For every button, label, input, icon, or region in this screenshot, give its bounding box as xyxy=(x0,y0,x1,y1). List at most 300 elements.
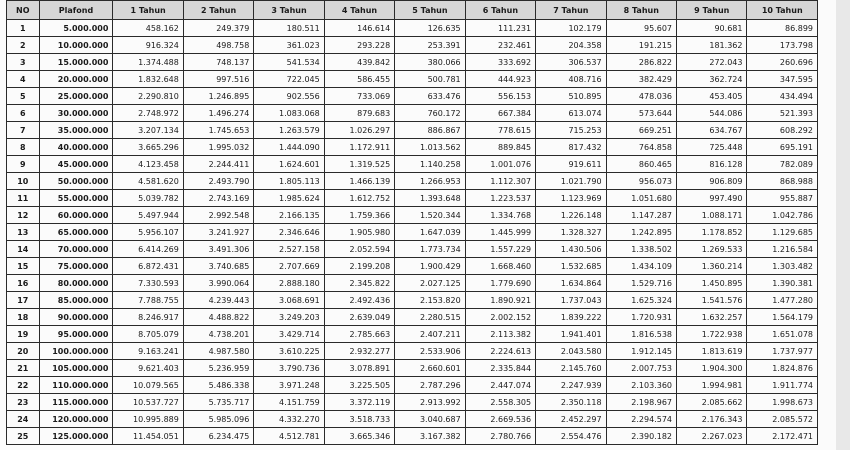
installment-cell: 10.079.565 xyxy=(113,377,183,394)
header-1-tahun: 1 Tahun xyxy=(113,1,183,20)
installment-cell: 347.595 xyxy=(747,71,818,88)
installment-cell: 2.052.594 xyxy=(324,241,394,258)
plafond-cell: 105.000.000 xyxy=(39,360,113,377)
installment-cell: 2.639.049 xyxy=(324,309,394,326)
table-row xyxy=(7,360,818,377)
installment-cell: 1.334.768 xyxy=(465,207,535,224)
installment-cell: 521.393 xyxy=(747,105,818,122)
installment-cell: 2.785.663 xyxy=(324,326,394,343)
installment-cell: 3.990.064 xyxy=(183,275,253,292)
installment-cell: 253.391 xyxy=(395,37,465,54)
plafond-cell: 10.000.000 xyxy=(39,37,113,54)
installment-cell: 1.720.931 xyxy=(606,309,676,326)
table-row xyxy=(7,411,818,428)
installment-cell: 1.779.690 xyxy=(465,275,535,292)
installment-cell: 1.612.752 xyxy=(324,190,394,207)
installment-cell: 1.904.300 xyxy=(677,360,747,377)
header-plafond: Plafond xyxy=(39,1,113,20)
row-number-cell: 1 xyxy=(7,20,40,37)
installment-cell: 1.532.685 xyxy=(536,258,606,275)
installment-cell: 1.026.297 xyxy=(324,122,394,139)
table-row xyxy=(7,20,818,37)
plafond-cell: 110.000.000 xyxy=(39,377,113,394)
plafond-cell: 15.000.000 xyxy=(39,54,113,71)
installment-cell: 2.527.158 xyxy=(254,241,324,258)
installment-cell: 1.832.648 xyxy=(113,71,183,88)
installment-cell: 293.228 xyxy=(324,37,394,54)
installment-cell: 1.051.680 xyxy=(606,190,676,207)
installment-cell: 3.249.203 xyxy=(254,309,324,326)
plafond-cell: 75.000.000 xyxy=(39,258,113,275)
installment-cell: 95.607 xyxy=(606,20,676,37)
plafond-cell: 70.000.000 xyxy=(39,241,113,258)
installment-cell: 4.488.822 xyxy=(183,309,253,326)
plafond-cell: 45.000.000 xyxy=(39,156,113,173)
installment-cell: 2.554.476 xyxy=(536,428,606,445)
installment-cell: 956.073 xyxy=(606,173,676,190)
installment-cell: 1.912.145 xyxy=(606,343,676,360)
table-row xyxy=(7,326,818,343)
row-number-cell: 21 xyxy=(7,360,40,377)
installment-cell: 1.773.734 xyxy=(395,241,465,258)
installment-cell: 1.269.533 xyxy=(677,241,747,258)
installment-cell: 2.224.613 xyxy=(465,343,535,360)
row-number-cell: 9 xyxy=(7,156,40,173)
row-number-cell: 11 xyxy=(7,190,40,207)
installment-cell: 997.490 xyxy=(677,190,747,207)
plafond-cell: 35.000.000 xyxy=(39,122,113,139)
installment-cell: 458.162 xyxy=(113,20,183,37)
installment-cell: 3.241.927 xyxy=(183,224,253,241)
row-number-cell: 19 xyxy=(7,326,40,343)
installment-cell: 1.759.366 xyxy=(324,207,394,224)
plafond-cell: 125.000.000 xyxy=(39,428,113,445)
installment-cell: 816.128 xyxy=(677,156,747,173)
installment-cell: 5.956.107 xyxy=(113,224,183,241)
installment-cell: 1.444.090 xyxy=(254,139,324,156)
installment-cell: 111.231 xyxy=(465,20,535,37)
installment-cell: 817.432 xyxy=(536,139,606,156)
installment-cell: 1.434.109 xyxy=(606,258,676,275)
installment-cell: 2.669.536 xyxy=(465,411,535,428)
installment-cell: 260.696 xyxy=(747,54,818,71)
installment-cell: 10.995.889 xyxy=(113,411,183,428)
installment-cell: 102.179 xyxy=(536,20,606,37)
installment-cell: 860.465 xyxy=(606,156,676,173)
installment-cell: 191.215 xyxy=(606,37,676,54)
table-row xyxy=(7,156,818,173)
installment-cell: 1.263.579 xyxy=(254,122,324,139)
row-number-cell: 2 xyxy=(7,37,40,54)
page-margin xyxy=(836,0,850,450)
header-6-tahun: 6 Tahun xyxy=(465,1,535,20)
installment-cell: 272.043 xyxy=(677,54,747,71)
installment-cell: 1.632.257 xyxy=(677,309,747,326)
installment-cell: 4.581.620 xyxy=(113,173,183,190)
installment-cell: 1.360.214 xyxy=(677,258,747,275)
installment-cell: 434.494 xyxy=(747,88,818,105)
installment-cell: 204.358 xyxy=(536,37,606,54)
installment-cell: 634.767 xyxy=(677,122,747,139)
plafond-cell: 20.000.000 xyxy=(39,71,113,88)
installment-cell: 1.147.287 xyxy=(606,207,676,224)
installment-cell: 1.178.852 xyxy=(677,224,747,241)
installment-cell: 733.069 xyxy=(324,88,394,105)
installment-cell: 1.668.460 xyxy=(465,258,535,275)
installment-cell: 3.790.736 xyxy=(254,360,324,377)
installment-cell: 1.140.258 xyxy=(395,156,465,173)
installment-cell: 2.390.182 xyxy=(606,428,676,445)
installment-cell: 1.001.076 xyxy=(465,156,535,173)
installment-cell: 498.758 xyxy=(183,37,253,54)
installment-cell: 2.027.125 xyxy=(395,275,465,292)
installment-cell: 1.994.981 xyxy=(677,377,747,394)
installment-cell: 919.611 xyxy=(536,156,606,173)
installment-cell: 180.511 xyxy=(254,20,324,37)
installment-cell: 2.492.436 xyxy=(324,292,394,309)
installment-cell: 90.681 xyxy=(677,20,747,37)
installment-cell: 1.477.280 xyxy=(747,292,818,309)
plafond-cell: 65.000.000 xyxy=(39,224,113,241)
installment-cell: 764.858 xyxy=(606,139,676,156)
plafond-cell: 50.000.000 xyxy=(39,173,113,190)
installment-cell: 3.068.691 xyxy=(254,292,324,309)
installment-cell: 306.537 xyxy=(536,54,606,71)
installment-cell: 9.163.241 xyxy=(113,343,183,360)
installment-cell: 362.724 xyxy=(677,71,747,88)
header-9-tahun: 9 Tahun xyxy=(677,1,747,20)
plafond-cell: 40.000.000 xyxy=(39,139,113,156)
header-10-tahun: 10 Tahun xyxy=(747,1,818,20)
installment-cell: 6.234.475 xyxy=(183,428,253,445)
table-row xyxy=(7,309,818,326)
installment-cell: 3.740.685 xyxy=(183,258,253,275)
installment-cell: 7.788.755 xyxy=(113,292,183,309)
installment-cell: 586.455 xyxy=(324,71,394,88)
installment-cell: 1.172.911 xyxy=(324,139,394,156)
table-row xyxy=(7,71,818,88)
installment-cell: 3.491.306 xyxy=(183,241,253,258)
installment-cell: 4.512.781 xyxy=(254,428,324,445)
installment-cell: 1.998.673 xyxy=(747,394,818,411)
installment-cell: 1.745.653 xyxy=(183,122,253,139)
row-number-cell: 23 xyxy=(7,394,40,411)
row-number-cell: 12 xyxy=(7,207,40,224)
installment-cell: 2.780.766 xyxy=(465,428,535,445)
installment-cell: 2.558.305 xyxy=(465,394,535,411)
plafond-cell: 30.000.000 xyxy=(39,105,113,122)
installment-cell: 906.809 xyxy=(677,173,747,190)
installment-cell: 2.350.118 xyxy=(536,394,606,411)
plafond-cell: 25.000.000 xyxy=(39,88,113,105)
installment-cell: 2.888.180 xyxy=(254,275,324,292)
installment-cell: 715.253 xyxy=(536,122,606,139)
installment-cell: 2.493.790 xyxy=(183,173,253,190)
row-number-cell: 17 xyxy=(7,292,40,309)
installment-cell: 1.722.938 xyxy=(677,326,747,343)
installment-cell: 748.137 xyxy=(183,54,253,71)
installment-cell: 2.153.820 xyxy=(395,292,465,309)
installment-cell: 695.191 xyxy=(747,139,818,156)
installment-cell: 633.476 xyxy=(395,88,465,105)
row-number-cell: 10 xyxy=(7,173,40,190)
installment-cell: 879.683 xyxy=(324,105,394,122)
installment-cell: 1.266.953 xyxy=(395,173,465,190)
row-number-cell: 20 xyxy=(7,343,40,360)
installment-cell: 1.911.774 xyxy=(747,377,818,394)
installment-cell: 2.244.411 xyxy=(183,156,253,173)
installment-cell: 5.486.338 xyxy=(183,377,253,394)
installment-cell: 3.040.687 xyxy=(395,411,465,428)
installment-cell: 760.172 xyxy=(395,105,465,122)
installment-cell: 2.199.208 xyxy=(324,258,394,275)
installment-cell: 2.913.992 xyxy=(395,394,465,411)
installment-cell: 1.129.685 xyxy=(747,224,818,241)
installment-cell: 4.239.443 xyxy=(183,292,253,309)
installment-cell: 232.461 xyxy=(465,37,535,54)
installment-cell: 5.039.782 xyxy=(113,190,183,207)
installment-cell: 997.516 xyxy=(183,71,253,88)
installment-cell: 613.074 xyxy=(536,105,606,122)
installment-cell: 2.247.939 xyxy=(536,377,606,394)
plafond-cell: 120.000.000 xyxy=(39,411,113,428)
installment-cell: 2.335.844 xyxy=(465,360,535,377)
installment-cell: 1.021.790 xyxy=(536,173,606,190)
installment-cell: 6.872.431 xyxy=(113,258,183,275)
table-row xyxy=(7,139,818,156)
installment-cell: 2.407.211 xyxy=(395,326,465,343)
installment-cell: 1.985.624 xyxy=(254,190,324,207)
installment-cell: 916.324 xyxy=(113,37,183,54)
installment-cell: 1.737.977 xyxy=(747,343,818,360)
table-row xyxy=(7,190,818,207)
table-row xyxy=(7,275,818,292)
installment-cell: 146.614 xyxy=(324,20,394,37)
installment-cell: 1.112.307 xyxy=(465,173,535,190)
installment-cell: 2.172.471 xyxy=(747,428,818,445)
installment-cell: 608.292 xyxy=(747,122,818,139)
installment-cell: 1.824.876 xyxy=(747,360,818,377)
installment-cell: 3.429.714 xyxy=(254,326,324,343)
installment-cell: 8.246.917 xyxy=(113,309,183,326)
installment-cell: 3.971.248 xyxy=(254,377,324,394)
installment-cell: 2.294.574 xyxy=(606,411,676,428)
installment-cell: 3.518.733 xyxy=(324,411,394,428)
installment-cell: 86.899 xyxy=(747,20,818,37)
row-number-cell: 6 xyxy=(7,105,40,122)
table-row xyxy=(7,122,818,139)
installment-cell: 1.813.619 xyxy=(677,343,747,360)
installment-cell: 126.635 xyxy=(395,20,465,37)
installment-cell: 6.414.269 xyxy=(113,241,183,258)
installment-cell: 286.822 xyxy=(606,54,676,71)
installment-cell: 3.078.891 xyxy=(324,360,394,377)
installment-cell: 7.330.593 xyxy=(113,275,183,292)
table-row xyxy=(7,292,818,309)
installment-cell: 1.393.648 xyxy=(395,190,465,207)
row-number-cell: 13 xyxy=(7,224,40,241)
installment-cell: 439.842 xyxy=(324,54,394,71)
installment-cell: 478.036 xyxy=(606,88,676,105)
plafond-cell: 55.000.000 xyxy=(39,190,113,207)
installment-cell: 2.103.360 xyxy=(606,377,676,394)
installment-cell: 1.303.482 xyxy=(747,258,818,275)
installment-cell: 2.085.572 xyxy=(747,411,818,428)
installment-cell: 1.541.576 xyxy=(677,292,747,309)
installment-cell: 408.716 xyxy=(536,71,606,88)
installment-cell: 2.145.760 xyxy=(536,360,606,377)
installment-cell: 4.151.759 xyxy=(254,394,324,411)
installment-cell: 380.066 xyxy=(395,54,465,71)
plafond-cell: 85.000.000 xyxy=(39,292,113,309)
installment-cell: 1.941.401 xyxy=(536,326,606,343)
installment-cell: 4.738.201 xyxy=(183,326,253,343)
installment-cell: 1.634.864 xyxy=(536,275,606,292)
installment-cell: 3.610.225 xyxy=(254,343,324,360)
table-row xyxy=(7,343,818,360)
installment-cell: 2.176.343 xyxy=(677,411,747,428)
header-3-tahun: 3 Tahun xyxy=(254,1,324,20)
installment-cell: 1.900.429 xyxy=(395,258,465,275)
installment-cell: 2.992.548 xyxy=(183,207,253,224)
row-number-cell: 8 xyxy=(7,139,40,156)
installment-cell: 3.665.346 xyxy=(324,428,394,445)
installment-cell: 902.556 xyxy=(254,88,324,105)
table-row xyxy=(7,428,818,445)
installment-cell: 5.497.944 xyxy=(113,207,183,224)
installment-cell: 4.987.580 xyxy=(183,343,253,360)
installment-cell: 1.890.921 xyxy=(465,292,535,309)
row-number-cell: 22 xyxy=(7,377,40,394)
installment-cell: 2.447.074 xyxy=(465,377,535,394)
installment-cell: 5.985.096 xyxy=(183,411,253,428)
plafond-cell: 115.000.000 xyxy=(39,394,113,411)
installment-cell: 1.374.488 xyxy=(113,54,183,71)
installment-cell: 1.328.327 xyxy=(536,224,606,241)
installment-cell: 1.083.068 xyxy=(254,105,324,122)
table-row xyxy=(7,207,818,224)
loan-installment-table xyxy=(6,0,818,445)
installment-cell: 1.223.537 xyxy=(465,190,535,207)
installment-cell: 2.280.515 xyxy=(395,309,465,326)
installment-cell: 2.043.580 xyxy=(536,343,606,360)
plafond-cell: 95.000.000 xyxy=(39,326,113,343)
installment-cell: 10.537.727 xyxy=(113,394,183,411)
installment-cell: 3.167.382 xyxy=(395,428,465,445)
installment-cell: 453.405 xyxy=(677,88,747,105)
installment-cell: 2.002.152 xyxy=(465,309,535,326)
row-number-cell: 4 xyxy=(7,71,40,88)
installment-cell: 1.839.222 xyxy=(536,309,606,326)
installment-cell: 669.251 xyxy=(606,122,676,139)
installment-cell: 889.845 xyxy=(465,139,535,156)
row-number-cell: 18 xyxy=(7,309,40,326)
installment-cell: 1.905.980 xyxy=(324,224,394,241)
installment-cell: 2.707.669 xyxy=(254,258,324,275)
installment-cell: 8.705.079 xyxy=(113,326,183,343)
table-row xyxy=(7,394,818,411)
installment-cell: 5.735.717 xyxy=(183,394,253,411)
installment-cell: 3.225.505 xyxy=(324,377,394,394)
installment-cell: 9.621.403 xyxy=(113,360,183,377)
installment-cell: 1.013.562 xyxy=(395,139,465,156)
installment-cell: 181.362 xyxy=(677,37,747,54)
installment-cell: 725.448 xyxy=(677,139,747,156)
installment-cell: 5.236.959 xyxy=(183,360,253,377)
table-header-row xyxy=(7,1,818,20)
installment-cell: 1.216.584 xyxy=(747,241,818,258)
installment-cell: 886.867 xyxy=(395,122,465,139)
installment-cell: 541.534 xyxy=(254,54,324,71)
installment-cell: 667.384 xyxy=(465,105,535,122)
table-row xyxy=(7,224,818,241)
row-number-cell: 7 xyxy=(7,122,40,139)
installment-cell: 544.086 xyxy=(677,105,747,122)
installment-cell: 3.665.296 xyxy=(113,139,183,156)
installment-cell: 2.345.822 xyxy=(324,275,394,292)
row-number-cell: 5 xyxy=(7,88,40,105)
installment-cell: 2.787.296 xyxy=(395,377,465,394)
installment-cell: 1.445.999 xyxy=(465,224,535,241)
installment-cell: 510.895 xyxy=(536,88,606,105)
installment-cell: 11.454.051 xyxy=(113,428,183,445)
installment-cell: 361.023 xyxy=(254,37,324,54)
installment-cell: 1.123.969 xyxy=(536,190,606,207)
plafond-cell: 100.000.000 xyxy=(39,343,113,360)
installment-cell: 2.533.906 xyxy=(395,343,465,360)
installment-cell: 868.988 xyxy=(747,173,818,190)
table-row xyxy=(7,37,818,54)
table-row xyxy=(7,88,818,105)
installment-cell: 782.089 xyxy=(747,156,818,173)
row-number-cell: 16 xyxy=(7,275,40,292)
installment-cell: 1.338.502 xyxy=(606,241,676,258)
table-row xyxy=(7,173,818,190)
installment-cell: 1.466.139 xyxy=(324,173,394,190)
row-number-cell: 25 xyxy=(7,428,40,445)
header-no: NO xyxy=(7,1,40,20)
table-row xyxy=(7,241,818,258)
installment-cell: 1.995.032 xyxy=(183,139,253,156)
installment-cell: 2.007.753 xyxy=(606,360,676,377)
installment-cell: 1.625.324 xyxy=(606,292,676,309)
installment-cell: 500.781 xyxy=(395,71,465,88)
table-row xyxy=(7,377,818,394)
installment-cell: 444.923 xyxy=(465,71,535,88)
installment-cell: 1.496.274 xyxy=(183,105,253,122)
installment-cell: 173.798 xyxy=(747,37,818,54)
installment-cell: 382.429 xyxy=(606,71,676,88)
installment-cell: 2.290.810 xyxy=(113,88,183,105)
installment-cell: 1.737.043 xyxy=(536,292,606,309)
installment-cell: 1.390.381 xyxy=(747,275,818,292)
installment-cell: 2.748.972 xyxy=(113,105,183,122)
installment-cell: 1.557.229 xyxy=(465,241,535,258)
installment-cell: 2.267.023 xyxy=(677,428,747,445)
installment-cell: 2.198.967 xyxy=(606,394,676,411)
plafond-cell: 90.000.000 xyxy=(39,309,113,326)
installment-cell: 4.332.270 xyxy=(254,411,324,428)
installment-cell: 333.692 xyxy=(465,54,535,71)
row-number-cell: 14 xyxy=(7,241,40,258)
installment-cell: 1.816.538 xyxy=(606,326,676,343)
row-number-cell: 3 xyxy=(7,54,40,71)
header-7-tahun: 7 Tahun xyxy=(536,1,606,20)
installment-cell: 2.166.135 xyxy=(254,207,324,224)
installment-cell: 2.346.646 xyxy=(254,224,324,241)
installment-cell: 1.242.895 xyxy=(606,224,676,241)
table-body xyxy=(7,20,818,445)
